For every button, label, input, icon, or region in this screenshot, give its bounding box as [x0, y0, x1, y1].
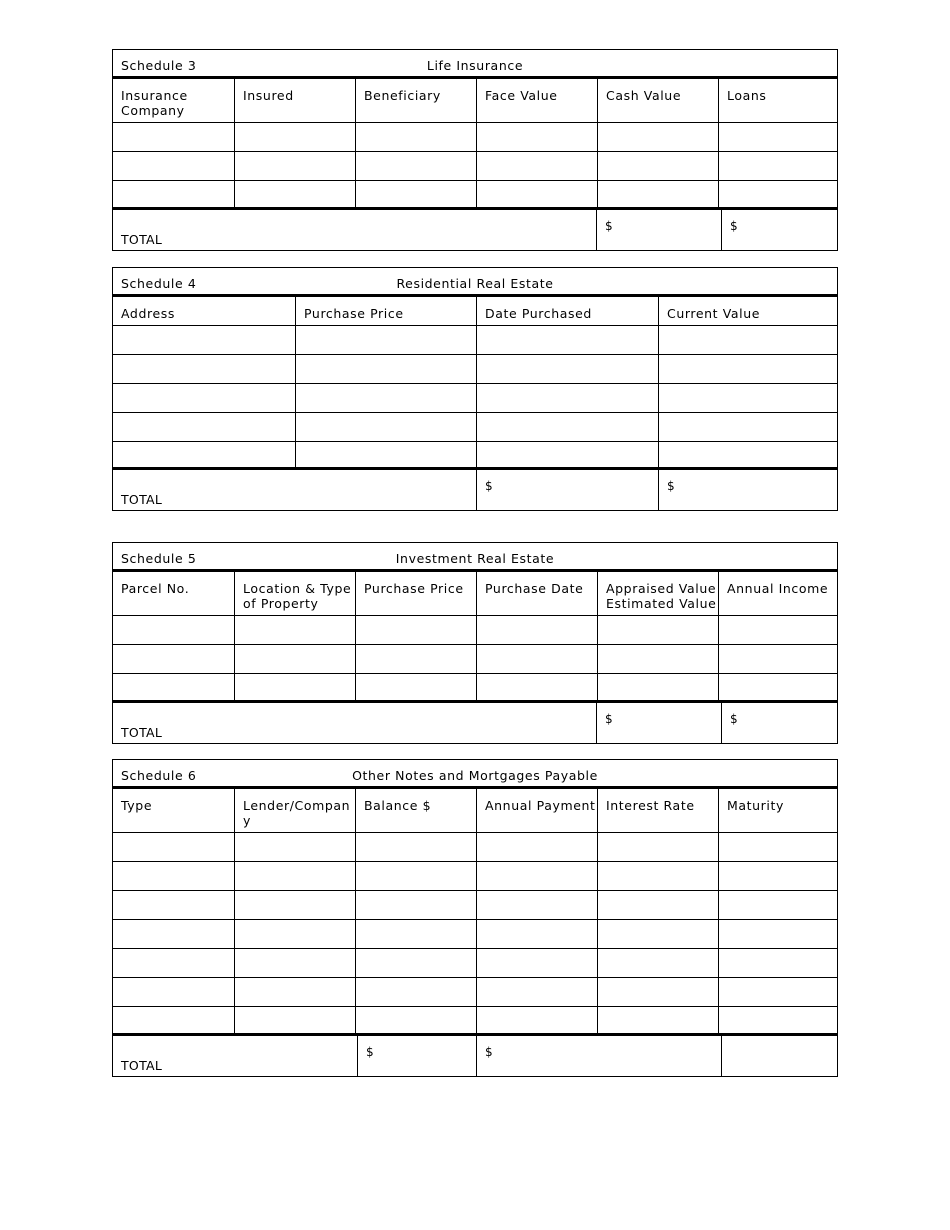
table-cell[interactable] — [476, 862, 597, 890]
column-header-current-value: Current Value — [658, 297, 837, 325]
table-cell[interactable] — [718, 978, 837, 1006]
table-cell[interactable] — [234, 891, 355, 919]
total-label: TOTAL — [121, 232, 163, 247]
table-row — [113, 441, 837, 468]
column-header-annual-income: Annual Income — [718, 572, 837, 615]
table-cell[interactable] — [355, 123, 476, 151]
table-cell[interactable] — [295, 442, 476, 468]
table-row — [113, 977, 837, 1006]
table-cell[interactable] — [718, 949, 837, 977]
table-row — [113, 861, 837, 890]
table-cell[interactable] — [234, 123, 355, 151]
table-cell[interactable] — [355, 645, 476, 673]
schedule-title: Investment Real Estate — [395, 551, 555, 566]
column-header-maturity: Maturity — [718, 789, 837, 832]
column-header-purchase-price: Purchase Price — [355, 572, 476, 615]
column-header-interest-rate: Interest Rate — [597, 789, 718, 832]
column-header-lender-company: Lender/Compan y — [234, 789, 355, 832]
table-cell[interactable] — [113, 949, 234, 977]
schedule-title-row — [113, 760, 837, 787]
table-cell[interactable] — [355, 833, 476, 861]
table-cell[interactable] — [113, 123, 234, 151]
table-cell[interactable] — [597, 616, 718, 644]
schedule-5-investment-real-estate — [112, 542, 838, 744]
column-header-purchase-date: Purchase Date — [476, 572, 597, 615]
column-header-location-type: Location & Type of Property — [234, 572, 355, 615]
total-label: TOTAL — [121, 725, 163, 740]
column-header-beneficiary: Beneficiary — [355, 79, 476, 122]
table-cell[interactable] — [355, 616, 476, 644]
table-cell[interactable] — [295, 413, 476, 441]
table-row — [113, 948, 837, 977]
table-cell[interactable] — [113, 1007, 234, 1034]
table-cell[interactable] — [597, 181, 718, 208]
table-cell[interactable] — [113, 674, 234, 701]
total-purchase-cell[interactable] — [476, 470, 658, 510]
dollar-sign: $ — [730, 712, 739, 726]
table-cell[interactable] — [476, 413, 658, 441]
column-header-appraised-value: Appraised Value Estimated Value — [597, 572, 718, 615]
table-cell[interactable] — [234, 181, 355, 208]
table-cell[interactable] — [658, 355, 837, 383]
table-cell[interactable] — [597, 674, 718, 701]
table-row — [113, 383, 837, 412]
table-cell[interactable] — [113, 152, 234, 180]
column-header-loans: Loans — [718, 79, 837, 122]
table-cell[interactable] — [295, 326, 476, 354]
table-row — [113, 180, 837, 208]
column-header-row — [113, 569, 837, 615]
table-cell[interactable] — [113, 978, 234, 1006]
schedule-label: Schedule 3 — [121, 58, 197, 73]
table-cell[interactable] — [658, 442, 837, 468]
column-header-balance: Balance $ — [355, 789, 476, 832]
column-header-row — [113, 294, 837, 325]
column-header-row — [113, 786, 837, 832]
table-cell[interactable] — [476, 181, 597, 208]
table-cell[interactable] — [355, 674, 476, 701]
schedule-label: Schedule 6 — [121, 768, 197, 783]
table-cell[interactable] — [718, 123, 837, 151]
schedule-title-row — [113, 50, 837, 77]
table-cell[interactable] — [476, 1007, 597, 1034]
table-row — [113, 325, 837, 354]
table-cell[interactable] — [597, 949, 718, 977]
table-cell[interactable] — [476, 123, 597, 151]
table-row — [113, 673, 837, 701]
total-maturity-cell[interactable] — [721, 1036, 837, 1076]
table-cell[interactable] — [234, 616, 355, 644]
total-row — [113, 1033, 837, 1076]
table-cell[interactable] — [658, 413, 837, 441]
column-header-insurance-company: Insurance Company — [121, 88, 188, 118]
table-cell[interactable] — [113, 355, 295, 383]
total-cash-value-cell[interactable] — [596, 210, 721, 250]
table-cell[interactable] — [113, 920, 234, 948]
total-annual-income-cell[interactable] — [721, 703, 837, 743]
table-row — [113, 1006, 837, 1034]
table-row — [113, 890, 837, 919]
table-cell[interactable] — [597, 645, 718, 673]
table-cell[interactable] — [355, 920, 476, 948]
table-cell[interactable] — [718, 1007, 837, 1034]
table-row — [113, 615, 837, 644]
total-row — [113, 467, 837, 510]
column-header-insured: Insured — [234, 79, 355, 122]
table-cell[interactable] — [718, 645, 837, 673]
table-cell[interactable] — [355, 862, 476, 890]
dollar-sign: $ — [667, 479, 676, 493]
table-cell[interactable] — [597, 833, 718, 861]
column-header-date-purchased: Date Purchased — [476, 297, 658, 325]
table-cell[interactable] — [718, 181, 837, 208]
dollar-sign: $ — [366, 1045, 375, 1059]
table-cell[interactable] — [718, 920, 837, 948]
total-balance-cell[interactable] — [357, 1036, 476, 1076]
table-cell[interactable] — [718, 152, 837, 180]
table-cell[interactable] — [355, 1007, 476, 1034]
table-cell[interactable] — [355, 152, 476, 180]
column-header-type: Type — [121, 798, 153, 813]
column-header-annual-payment: Annual Payment — [476, 789, 597, 832]
table-row — [113, 122, 837, 151]
schedule-label: Schedule 4 — [121, 276, 197, 291]
table-cell[interactable] — [718, 891, 837, 919]
total-loans-cell[interactable] — [721, 210, 837, 250]
table-cell[interactable] — [476, 833, 597, 861]
table-cell[interactable] — [113, 891, 234, 919]
table-cell[interactable] — [113, 384, 295, 412]
table-cell[interactable] — [476, 949, 597, 977]
column-header-cash-value: Cash Value — [597, 79, 718, 122]
table-row — [113, 354, 837, 383]
table-cell[interactable] — [476, 326, 658, 354]
table-cell[interactable] — [113, 326, 295, 354]
table-cell[interactable] — [113, 833, 234, 861]
table-cell[interactable] — [234, 674, 355, 701]
table-cell[interactable] — [295, 384, 476, 412]
dollar-sign: $ — [730, 219, 739, 233]
total-row — [113, 207, 837, 250]
table-cell[interactable] — [476, 645, 597, 673]
total-current-value-cell[interactable] — [658, 470, 837, 510]
schedule-title: Life Insurance — [426, 58, 524, 73]
table-cell[interactable] — [476, 978, 597, 1006]
table-cell[interactable] — [658, 326, 837, 354]
table-cell[interactable] — [597, 920, 718, 948]
schedule-title-row — [113, 268, 837, 295]
total-label: TOTAL — [121, 492, 163, 507]
total-row — [113, 700, 837, 743]
table-cell[interactable] — [113, 862, 234, 890]
total-annual-payment-cell[interactable] — [476, 1036, 721, 1076]
dollar-sign: $ — [485, 479, 494, 493]
table-cell[interactable] — [476, 152, 597, 180]
table-cell[interactable] — [234, 1007, 355, 1034]
total-label: TOTAL — [121, 1058, 163, 1073]
table-cell[interactable] — [718, 674, 837, 701]
schedule-3-life-insurance — [112, 49, 838, 251]
table-cell[interactable] — [476, 384, 658, 412]
table-cell[interactable] — [234, 645, 355, 673]
dollar-sign: $ — [605, 219, 614, 233]
column-header-parcel-no: Parcel No. — [121, 581, 190, 596]
table-cell[interactable] — [718, 862, 837, 890]
table-cell[interactable] — [476, 920, 597, 948]
table-cell[interactable] — [234, 978, 355, 1006]
schedule-title: Other Notes and Mortgages Payable — [352, 768, 598, 783]
table-cell[interactable] — [295, 355, 476, 383]
dollar-sign: $ — [605, 712, 614, 726]
table-cell[interactable] — [234, 920, 355, 948]
table-cell[interactable] — [597, 1007, 718, 1034]
table-cell[interactable] — [355, 181, 476, 208]
table-cell[interactable] — [597, 978, 718, 1006]
table-cell[interactable] — [234, 152, 355, 180]
table-cell[interactable] — [476, 616, 597, 644]
table-cell[interactable] — [476, 442, 658, 468]
table-cell[interactable] — [476, 891, 597, 919]
dollar-sign: $ — [485, 1045, 494, 1059]
table-cell[interactable] — [597, 891, 718, 919]
table-cell[interactable] — [597, 862, 718, 890]
column-header-face-value: Face Value — [476, 79, 597, 122]
table-cell[interactable] — [113, 181, 234, 208]
table-cell[interactable] — [597, 152, 718, 180]
column-header-address: Address — [121, 306, 175, 321]
total-appraised-value-cell[interactable] — [596, 703, 721, 743]
table-cell[interactable] — [113, 616, 234, 644]
table-cell[interactable] — [658, 384, 837, 412]
table-cell[interactable] — [355, 891, 476, 919]
table-cell[interactable] — [597, 123, 718, 151]
table-row — [113, 644, 837, 673]
table-cell[interactable] — [476, 355, 658, 383]
table-cell[interactable] — [355, 949, 476, 977]
table-cell[interactable] — [113, 645, 234, 673]
column-header-row — [113, 76, 837, 122]
table-cell[interactable] — [234, 862, 355, 890]
table-cell[interactable] — [718, 833, 837, 861]
column-header-purchase-price: Purchase Price — [295, 297, 476, 325]
schedule-4-residential-real-estate — [112, 267, 838, 511]
schedule-label: Schedule 5 — [121, 551, 197, 566]
table-row — [113, 832, 837, 861]
table-row — [113, 919, 837, 948]
table-cell[interactable] — [113, 442, 295, 468]
table-cell[interactable] — [476, 674, 597, 701]
table-row — [113, 151, 837, 180]
schedule-title: Residential Real Estate — [396, 276, 554, 291]
table-cell[interactable] — [113, 413, 295, 441]
table-cell[interactable] — [718, 616, 837, 644]
schedule-title-row — [113, 543, 837, 570]
table-row — [113, 412, 837, 441]
table-cell[interactable] — [234, 833, 355, 861]
table-cell[interactable] — [234, 949, 355, 977]
schedule-6-notes-mortgages-payable — [112, 759, 838, 1077]
table-cell[interactable] — [355, 978, 476, 1006]
